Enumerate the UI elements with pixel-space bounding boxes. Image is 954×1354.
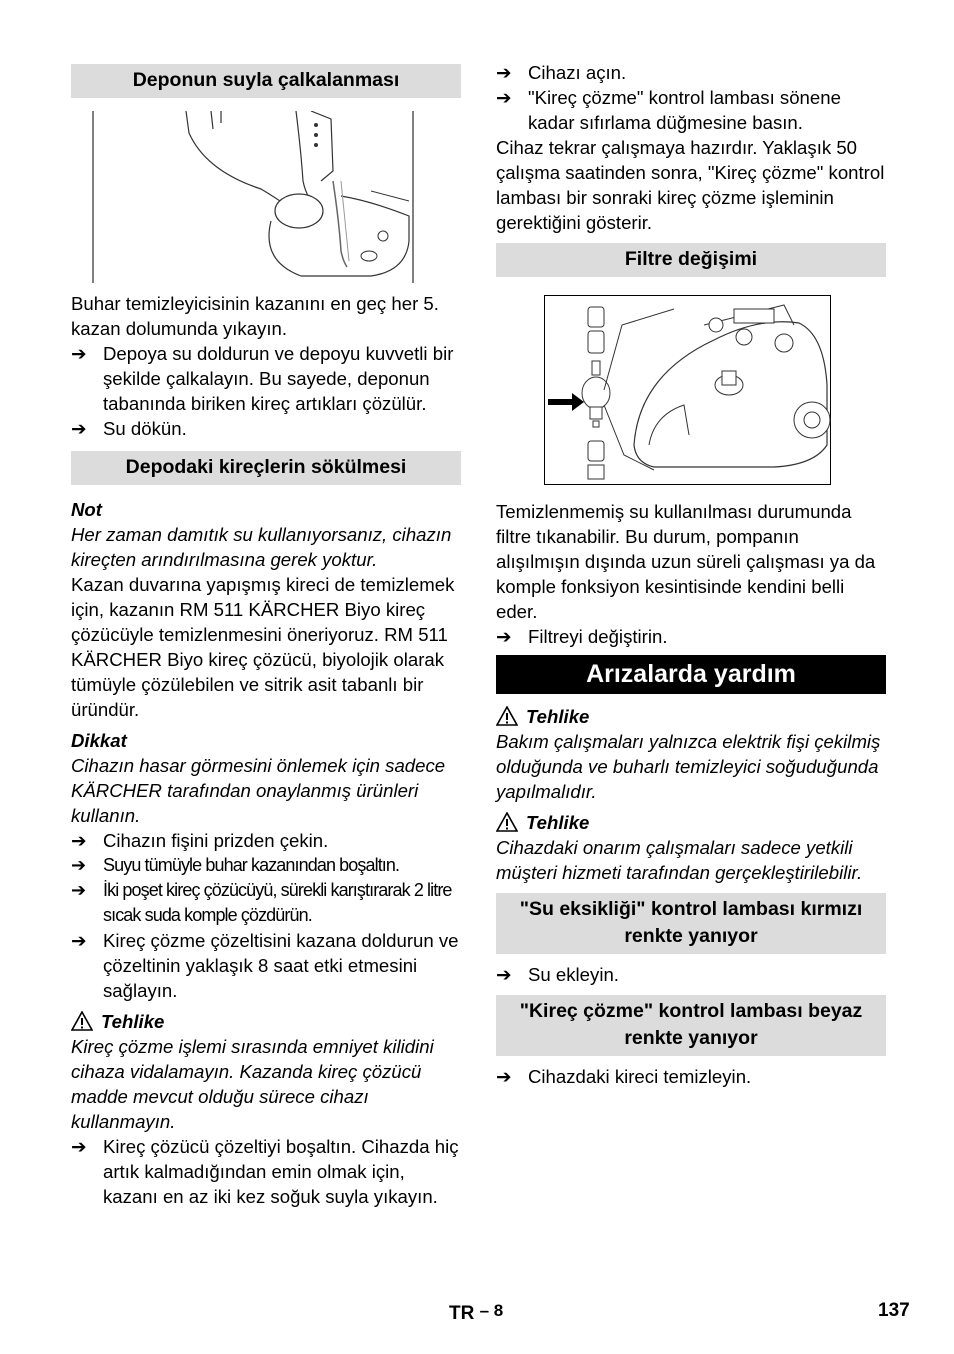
step-fill: ➔ Depoya su doldurun ve depoyu kuvvetli bir şekilde çalkalayın. Bu sayede, deponun tabanında biriken kireç artıkları çözülür. <box>71 343 454 414</box>
step-drain: ➔ Kireç çözücü çözeltiyi boşaltın. Cihazda hiç artık kalmadığından emin olmak için, kazanı en az iki kez soğuk suyla yıkayın. <box>71 1136 459 1207</box>
section-heading-descale-lamp: "Kireç çözme" kontrol lambası beyaz renkte yanıyor <box>496 995 886 1056</box>
note-text: Her zaman damıtık su kullanıyorsanız, cihazın kireçten arındırılmasına gerek yoktur. <box>71 524 452 570</box>
warning-triangle-icon <box>71 1011 93 1031</box>
arrow-icon: ➔ <box>71 343 87 364</box>
danger-heading: Tehlike <box>71 1009 461 1034</box>
footer-language-page <box>449 1298 503 1326</box>
filter-illustration <box>544 295 831 485</box>
step-descale-lamp: ➔ Cihazdaki kireci temizleyin. <box>496 1066 752 1087</box>
caution-text: Cihazın hasar görmesini önlemek için sadece KÄRCHER tarafından onaylanmış ürünleri kullanın. <box>71 755 446 826</box>
arrow-icon: ➔ <box>496 62 512 83</box>
arrow-icon: ➔ <box>71 855 86 875</box>
rinse-illustration <box>71 111 461 291</box>
arrow-icon: ➔ <box>496 87 512 108</box>
ready-paragraph: Cihaz tekrar çalışmaya hazırdır. Yaklaşık 50 çalışma saatinden sonra, "Kireç çözme" kontrol lambası bir sonraki kireç çözme işleminin gerektiğini gösterir. <box>496 137 885 233</box>
warning-triangle-icon <box>496 706 518 726</box>
arrow-icon: ➔ <box>71 880 86 900</box>
arrow-icon: ➔ <box>496 626 512 647</box>
step-on: ➔ Cihazı açın. <box>496 62 627 83</box>
danger2-text: Cihazdaki onarım çalışmaları sadece yetkili müşteri hizmeti tarafından gerçekleştirilebilir. <box>496 837 863 883</box>
arrow-icon: ➔ <box>71 830 87 851</box>
footer-page-sub: – 8 <box>479 1301 504 1320</box>
step-filter: ➔ Filtreyi değiştirin. <box>496 626 668 647</box>
step-pour: ➔ Su dökün. <box>71 418 187 439</box>
danger2-heading: Tehlike <box>496 810 886 835</box>
arrow-icon: ➔ <box>71 930 87 951</box>
step-empty: ➔ Suyu tümüyle buhar kazanından boşaltın. <box>71 853 461 878</box>
boiler-rinse-figure <box>71 111 461 291</box>
boiler-paragraph: Kazan duvarına yapışmış kireci de temizlemek için, kazanın RM 511 KÄRCHER Biyo kireç çözücüyle temizlenmesini öneriyoruz. RM 511 KÄRCHER Biyo kireç çözücü, biyolojik olarak tümüyle çözülebilen ve sitrik asit tabanlı bir üründür. <box>71 574 455 720</box>
filter-paragraph: Temizlenmemiş su kullanılması durumunda filtre tıkanabilir. Bu durum, pompanın alışılmışın dışında uzun süreli çalışması ya da komple fonksiyon kesintisinde kendini belli eder. <box>496 501 876 622</box>
note-title: Not <box>71 499 102 520</box>
step-water: ➔ Su ekleyin. <box>496 964 619 985</box>
filter-change-figure <box>544 295 831 485</box>
danger1-text: Bakım çalışmaları yalnızca elektrik fişi çekilmiş olduğunda ve buharlı temizleyici soğuduğunda yapılmalıdır. <box>496 731 881 802</box>
right-column <box>496 60 886 1089</box>
step-pourin: ➔ Kireç çözme çözeltisini kazana doldurun ve çözeltinin yaklaşık 8 saat etki etmesini sağlayın. <box>71 930 459 1001</box>
footer-language: TR <box>449 1303 475 1324</box>
section-heading-water-lamp: "Su eksikliği" kontrol lambası kırmızı renkte yanıyor <box>496 893 886 954</box>
arrow-icon: ➔ <box>71 1136 87 1157</box>
arrow-icon: ➔ <box>496 1066 512 1087</box>
arrow-icon: ➔ <box>496 964 512 985</box>
section-heading-descale: Depodaki kireçlerin sökülmesi <box>71 451 461 485</box>
step-unplug: ➔ Cihazın fişini prizden çekin. <box>71 830 329 851</box>
section-heading-troubleshooting: Arızalarda yardım <box>496 655 886 694</box>
danger1-heading: Tehlike <box>496 704 886 729</box>
left-column <box>71 60 461 1209</box>
danger-text: Kireç çözme işlemi sırasında emniyet kilidini cihaza vidalamayın. Kazanda kireç çözücü madde mevcut olduğu sürece cihazı kullanmayın. <box>71 1036 434 1132</box>
section-heading-rinse: Deponun suyla çalkalanması <box>71 64 461 98</box>
wash-paragraph: Buhar temizleyicisinin kazanını en geç her 5. kazan dolumunda yıkayın. <box>71 293 439 339</box>
step-dissolve: ➔ İki poşet kireç çözücüyü, sürekli karıştırarak 2 litre sıcak suda komple çözdürün. <box>71 880 452 925</box>
caution-title: Dikkat <box>71 730 127 751</box>
footer-page-number: 137 <box>878 1300 910 1321</box>
warning-triangle-icon <box>496 812 518 832</box>
arrow-icon: ➔ <box>71 418 87 439</box>
section-heading-filter: Filtre değişimi <box>496 243 886 277</box>
step-reset: ➔ "Kireç çözme" kontrol lambası sönene kadar sıfırlama düğmesine basın. <box>496 87 841 133</box>
